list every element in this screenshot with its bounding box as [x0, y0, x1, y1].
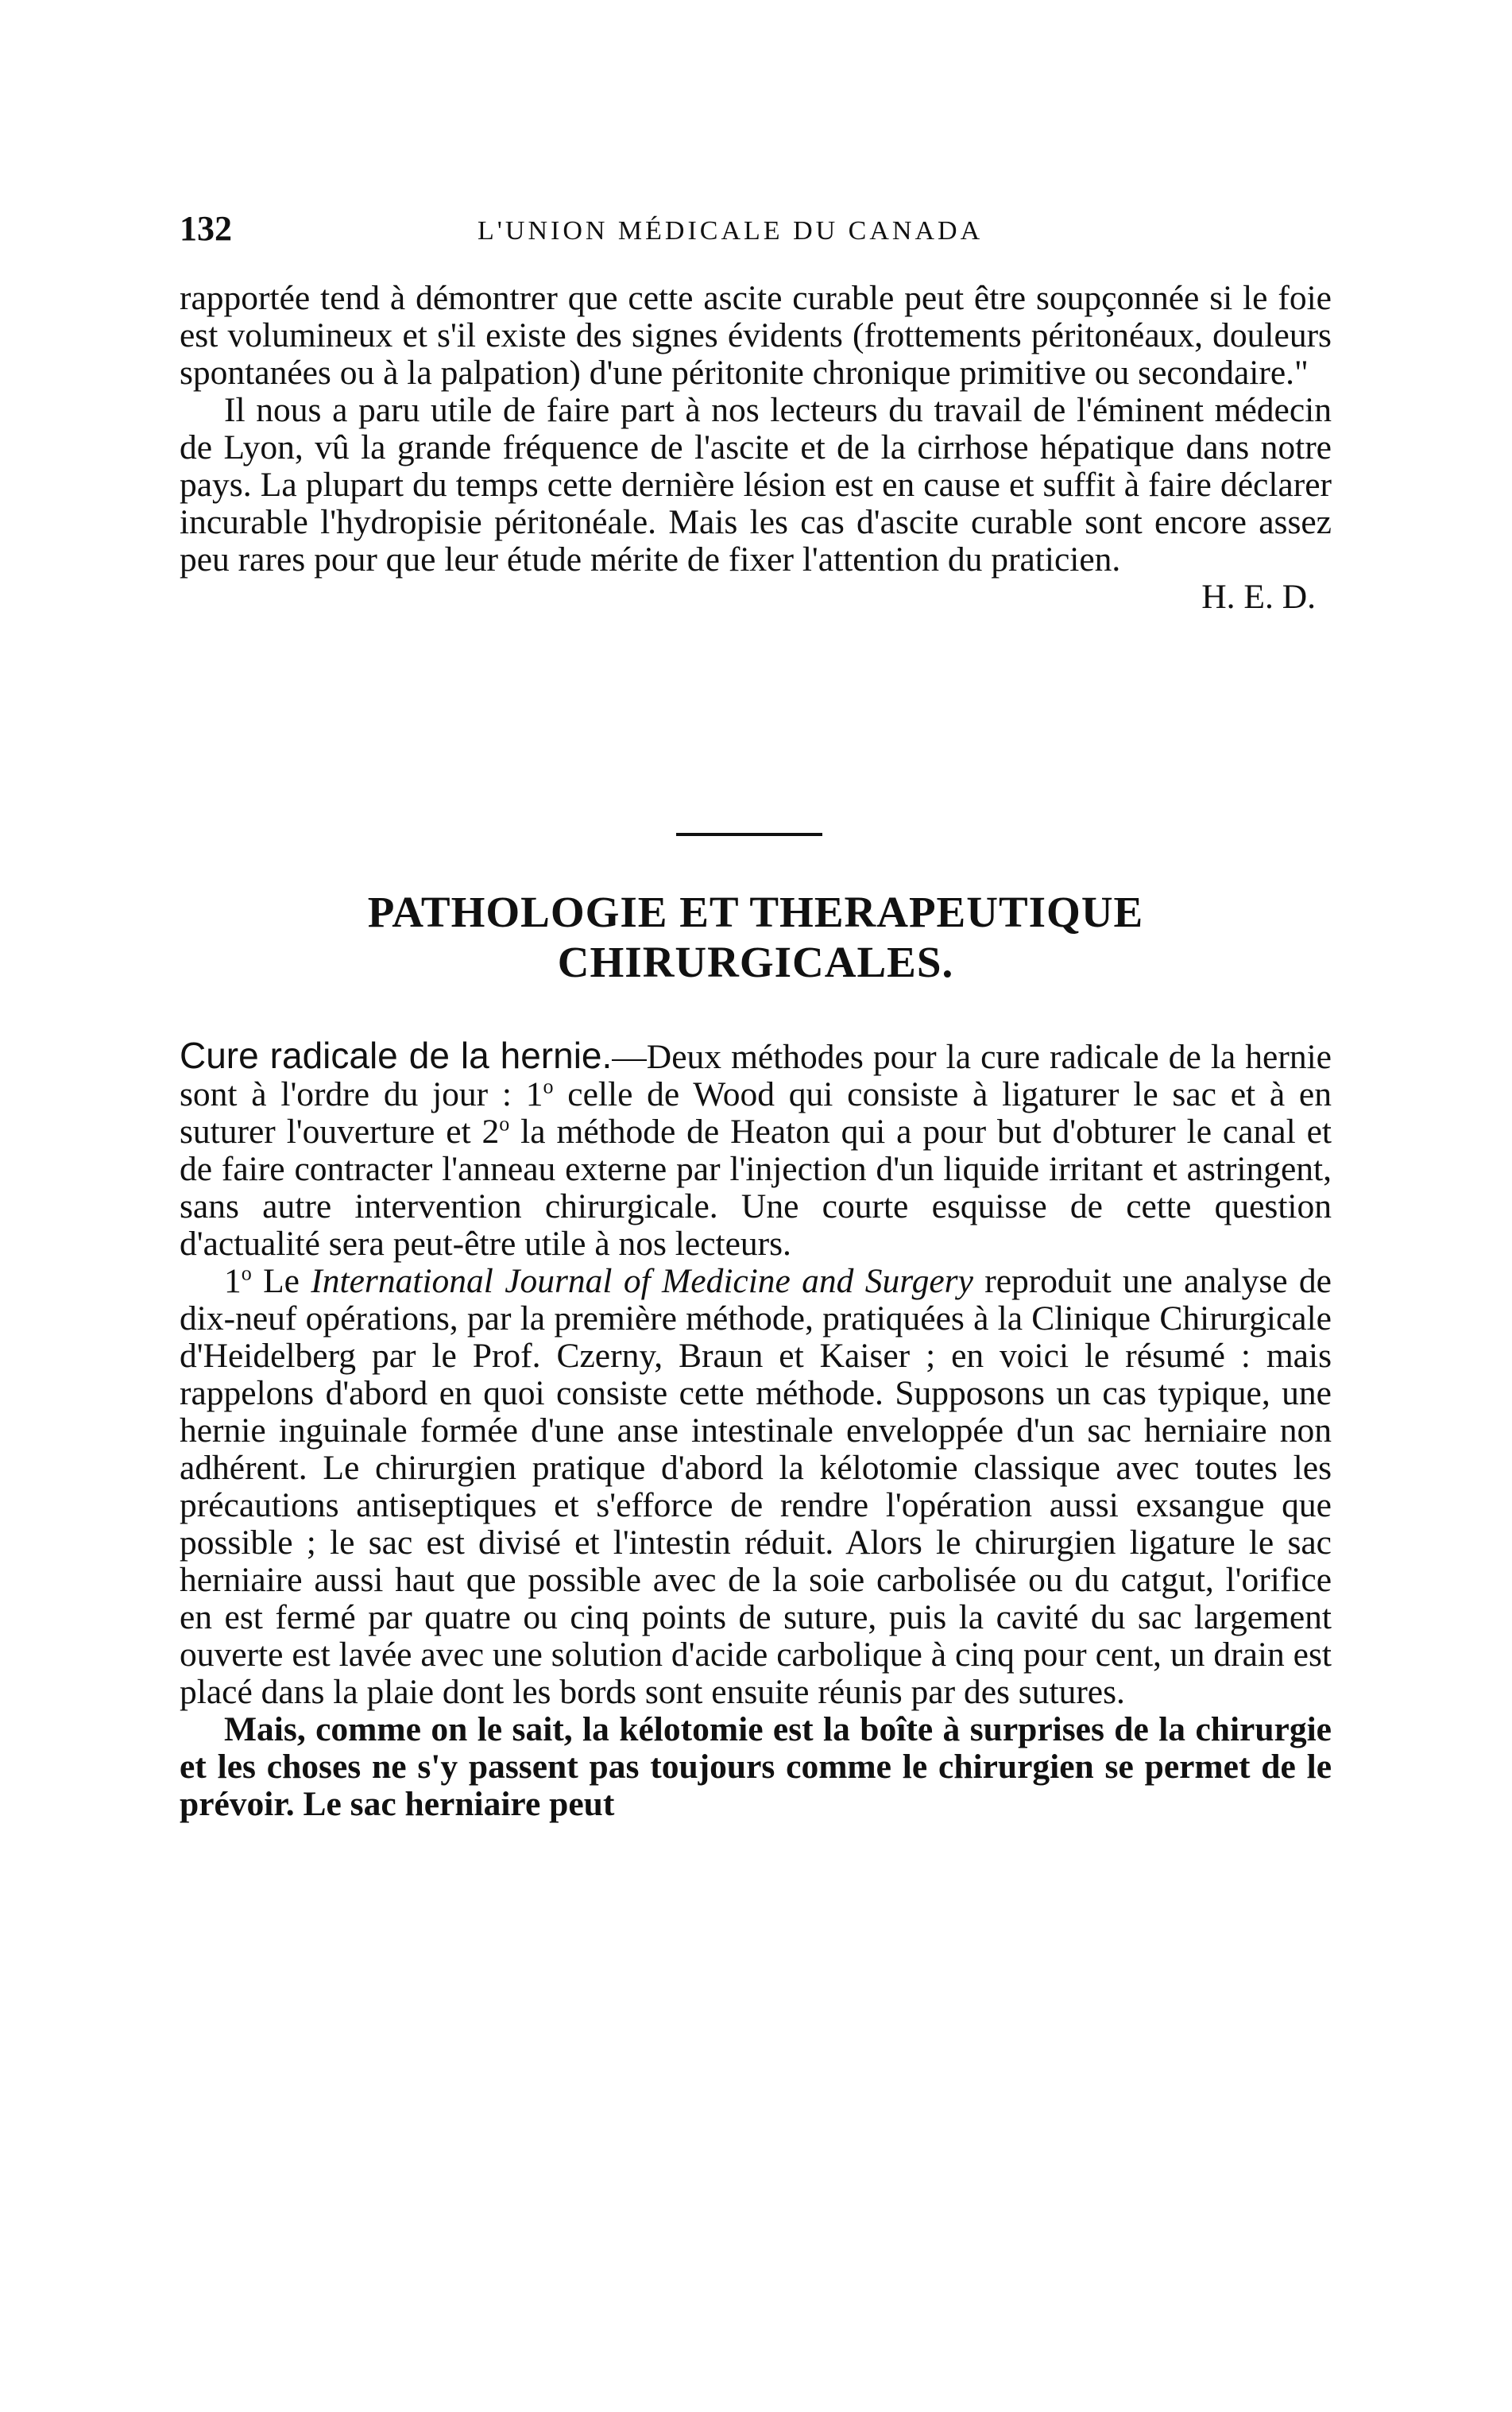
running-header: [180, 208, 1332, 264]
intro-section: [180, 280, 1332, 616]
article-title: Cure radicale de la hernie.: [180, 1035, 613, 1076]
section-divider: [676, 833, 822, 836]
article-paragraph-3: Mais, comme on le sait, la kélotomie est la boîte à surprises de la chirurgie et les choses ne s'y passent pas toujours comme le chirurgien se permet de le prévoir. Le sac herniaire peut: [180, 1710, 1332, 1823]
intro-paragraph-1: rapportée tend à démontrer que cette ascite curable peut être soupçonnée si le foie est volumineux et s'il existe des signes évidents (frottements péritonéaux, douleurs spontanées ou à la palpation) d'une péritonite chronique primitive ou secondaire.": [180, 279, 1332, 392]
page-number: 132: [180, 209, 232, 248]
signature-line: [180, 579, 1332, 616]
section-heading: PATHOLOGIE ET THERAPEUTIQUE CHIRURGICALES.: [367, 888, 1144, 986]
journal-citation: International Journal of Medicine and Surgery: [311, 1262, 973, 1300]
article-section: [180, 1037, 1332, 1823]
intro-paragraph-2: Il nous a paru utile de faire part à nos lecteurs du travail de l'éminent médecin de Lyon, vû la grande fréquence de l'ascite et de la cirrhose hépatique dans notre pays. La plupart du temps cette dernière lésion est en cause et suffit à faire déclarer incurable l'hydropisie péritonéale. Mais les cas d'ascite curable sont encore assez peu rares pour que leur étude mérite de fixer l'attention du praticien.: [180, 391, 1332, 579]
article-paragraph-2: 1$^o$ Le International Journal of Medicine and Surgery reproduit une analyse de dix-neuf opérations, par la première méthode, pratiquées à la Clinique Chirurgicale d'Heidelberg par le Prof. Czerny, Braun et Kaiser ; en voici le résumé : mais rappelons d'abord en quoi consiste cette méthode. Supposons un cas typique, une hernie inguinale formée d'une anse intestinale enveloppée d'un sac herniaire non adhérent. Le chirurgien pratique d'abord la kélotomie classique avec toutes les précautions antiseptiques et s'efforce de rendre l'opération aussi exsangue que possible ; le sac est divisé et l'intestin réduit. Alors le chirurgien ligature le sac herniaire aussi haut que possible avec de la soie carbolisée ou du catgut, l'orifice en est fermé par quatre ou cinq points de suture, puis la cavité du sac largement ouverte est lavée avec une solution d'acide carbolique à cinq pour cent, un drain est placé dans la plaie dont les bords sont ensuite réunis par des sutures.: [180, 1261, 1332, 1711]
article-paragraph-1: Cure radicale de la hernie.—Deux méthodes pour la cure radicale de la hernie sont à l'ordre du jour : 1$^o$ celle de Wood qui consiste à ligaturer le sac et à en suturer l'ouverture et 2$^o$ la méthode de Heaton qui a pour but d'obturer le canal et de faire contracter l'anneau externe par l'injection d'un liquide irritant et astringent, sans autre intervention chirurgicale. Une courte esquisse de cette question d'actualité sera peut-être utile à nos lecteurs.: [180, 1035, 1332, 1263]
journal-title: L'UNION MÉDICALE DU CANADA: [478, 216, 984, 246]
author-signature: H. E. D.: [1201, 578, 1316, 616]
